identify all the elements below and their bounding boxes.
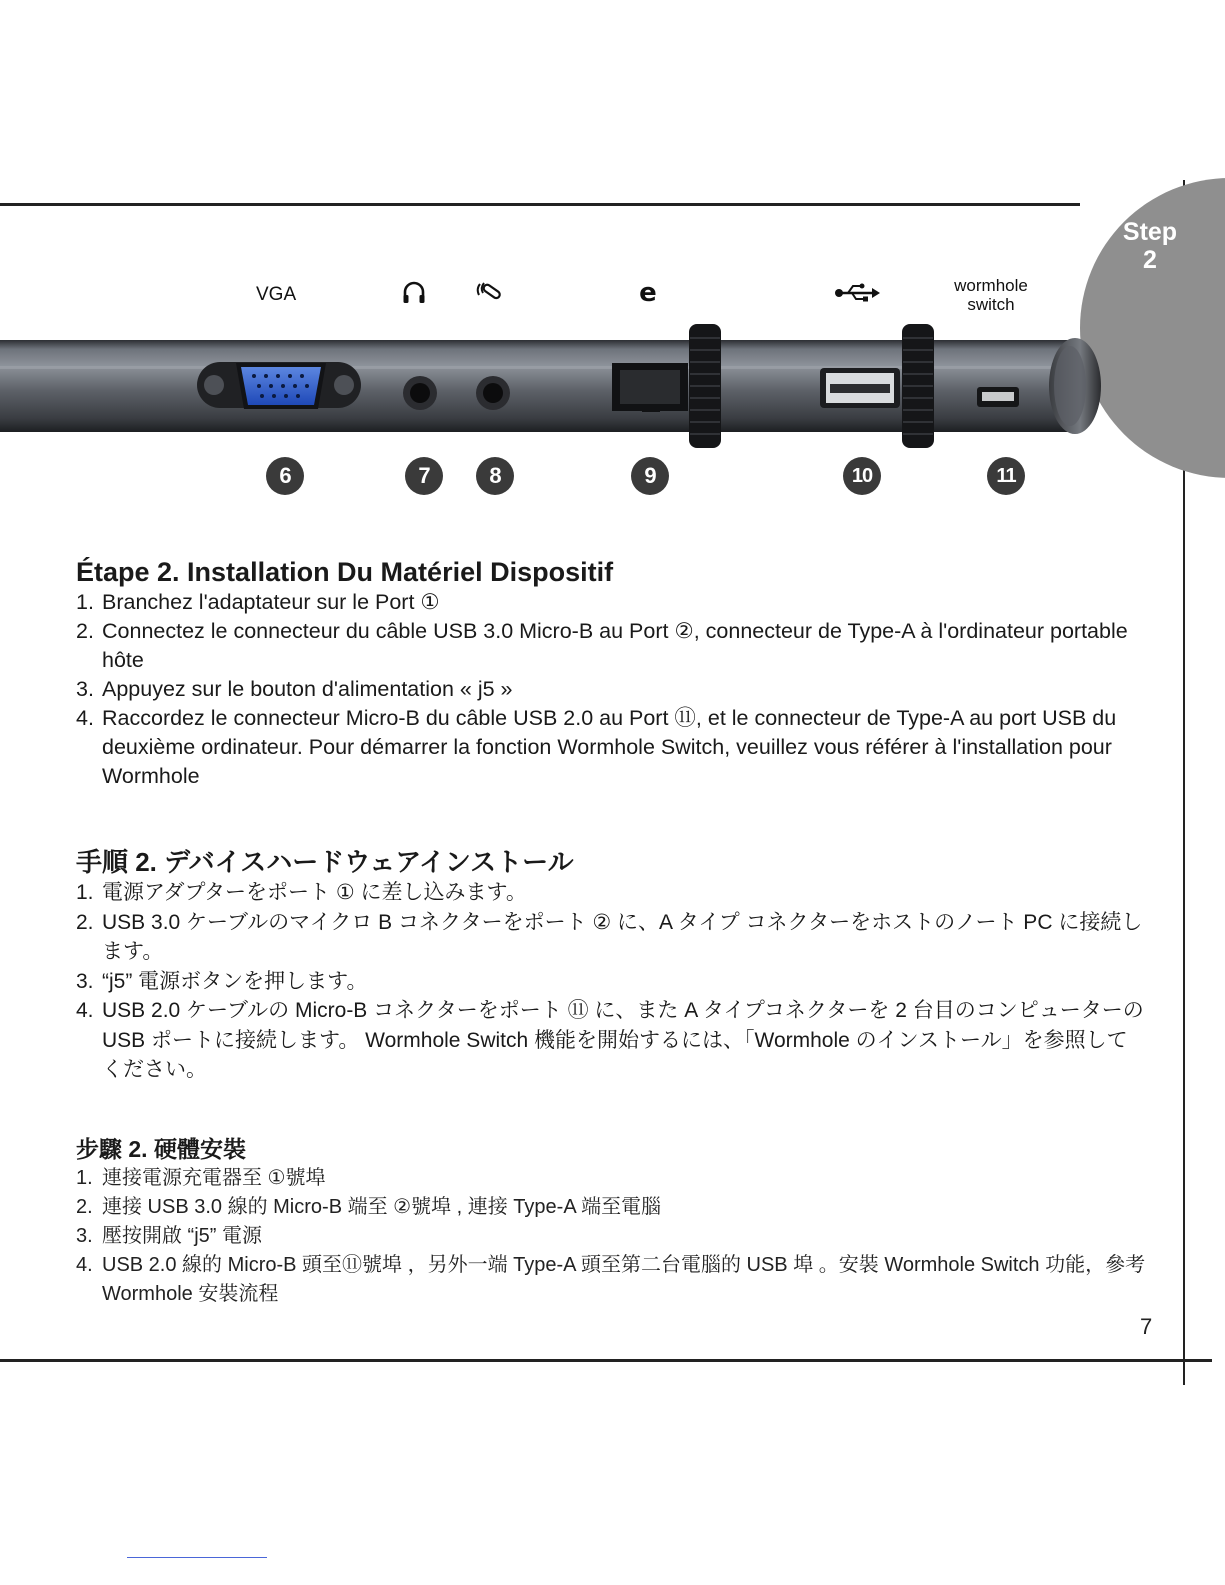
item-number: 1. (76, 1167, 93, 1189)
item-text: USB 3.0 ケーブルのマイクロ B コネクターをポート ② に、A タイプ コネクターをホストのノート PC に接続します。 (102, 910, 1143, 963)
usb-icon (834, 282, 880, 304)
chinese-title: 步驟 2. 硬體安裝 (76, 1136, 246, 1162)
callout-10: 10 (843, 457, 881, 495)
item-text: “j5” 電源ボタンを押します。 (102, 969, 368, 993)
item-text: USB 2.0 ケーブルの Micro-B コネクターをポート ⑪ に、また A タイプコネクターを 2 台目のコンピューターの USB ポートに接続します。 Wormhole Switch 機能を開始するには、「Wormhole のインストール」を参照してください。 (102, 999, 1144, 1081)
item-number: 4. (76, 706, 94, 730)
wormhole-switch-label (945, 276, 1037, 314)
step-number: 2 (1143, 246, 1157, 274)
list-item (76, 908, 1146, 967)
callout-6: 6 (266, 457, 304, 495)
callout-11: 11 (987, 457, 1025, 495)
list-item (76, 704, 1146, 791)
step-word: Step (1122, 218, 1178, 246)
list-item (76, 617, 1146, 675)
list-item (76, 588, 1146, 617)
item-text: 電源アダプターをポート ① に差し込みます。 (102, 881, 527, 904)
top-rule (0, 203, 1080, 206)
callout-7: 7 (405, 457, 443, 495)
item-text: 連接 USB 3.0 線的 Micro-B 端至 ②號埠 , 連接 Type-A 端至電腦 (102, 1196, 662, 1218)
callout-9: 9 (631, 457, 669, 495)
page-number: 7 (1140, 1314, 1153, 1339)
item-number: 3. (76, 1225, 93, 1247)
list-item (76, 878, 1146, 908)
item-number: 2. (76, 910, 94, 934)
item-text: Raccordez le connecteur Micro-B du câble USB 2.0 au Port ⑪, et le connecteur de Type-A au port USB du deuxième ordinateur. Pour démarrer la fonction Wormhole Switch, veuillez vous référer à l'installation pour Wormhole (102, 706, 1117, 788)
callout-8: 8 (476, 457, 514, 495)
item-number: 3. (76, 677, 94, 701)
item-number: 4. (76, 1254, 93, 1276)
item-number: 3. (76, 969, 94, 993)
item-number: 2. (76, 1196, 93, 1218)
item-number: 1. (76, 590, 94, 614)
item-text: Appuyez sur le bouton d'alimentation « j5 » (102, 677, 513, 701)
wormhole-label-line1: wormhole (954, 276, 1028, 295)
chinese-steps (76, 1164, 1146, 1309)
footer-link-line (127, 1557, 267, 1558)
chinese-section (76, 1134, 1146, 1309)
svg-text:e: e (639, 280, 657, 306)
list-item (76, 996, 1146, 1085)
docking-station-image (0, 318, 1110, 448)
japanese-title: 手順 2. デバイスハードウェアインストール (76, 847, 574, 877)
vga-label: VGA (256, 284, 297, 305)
french-steps (76, 588, 1146, 791)
headphone-icon (402, 280, 426, 306)
french-section (76, 556, 1146, 791)
japanese-section (76, 846, 1146, 1085)
list-item (76, 1164, 1146, 1193)
japanese-steps (76, 878, 1146, 1085)
bottom-rule (0, 1359, 1212, 1362)
item-text: 連接電源充電器至 ①號埠 (102, 1167, 326, 1189)
wormhole-label-line2: switch (967, 295, 1015, 314)
list-item (76, 967, 1146, 997)
list-item (76, 1251, 1146, 1309)
item-text: Connectez le connecteur du câble USB 3.0 Micro-B au Port ②, connecteur de Type-A à l'ordinateur portable hôte (102, 619, 1128, 672)
ethernet-icon (636, 280, 660, 306)
item-number: 4. (76, 999, 94, 1022)
french-title: Étape 2. Installation Du Matériel Dispositif (76, 557, 614, 587)
list-item (76, 1193, 1146, 1222)
item-text: USB 2.0 線的 Micro-B 頭至⑪號埠 ，另外一端 Type-A 頭至第二台電腦的 USB 埠 。安裝 Wormhole Switch 功能，參考 Wormhole 安裝流程 (102, 1254, 1146, 1305)
microphone-icon (474, 281, 506, 305)
step-tab-label (1110, 218, 1190, 274)
item-text: Branchez l'adaptateur sur le Port ① (102, 590, 440, 614)
item-text: 壓按開啟 “j5” 電源 (102, 1225, 262, 1247)
list-item (76, 675, 1146, 704)
list-item (76, 1222, 1146, 1251)
item-number: 1. (76, 881, 94, 904)
item-number: 2. (76, 619, 94, 643)
